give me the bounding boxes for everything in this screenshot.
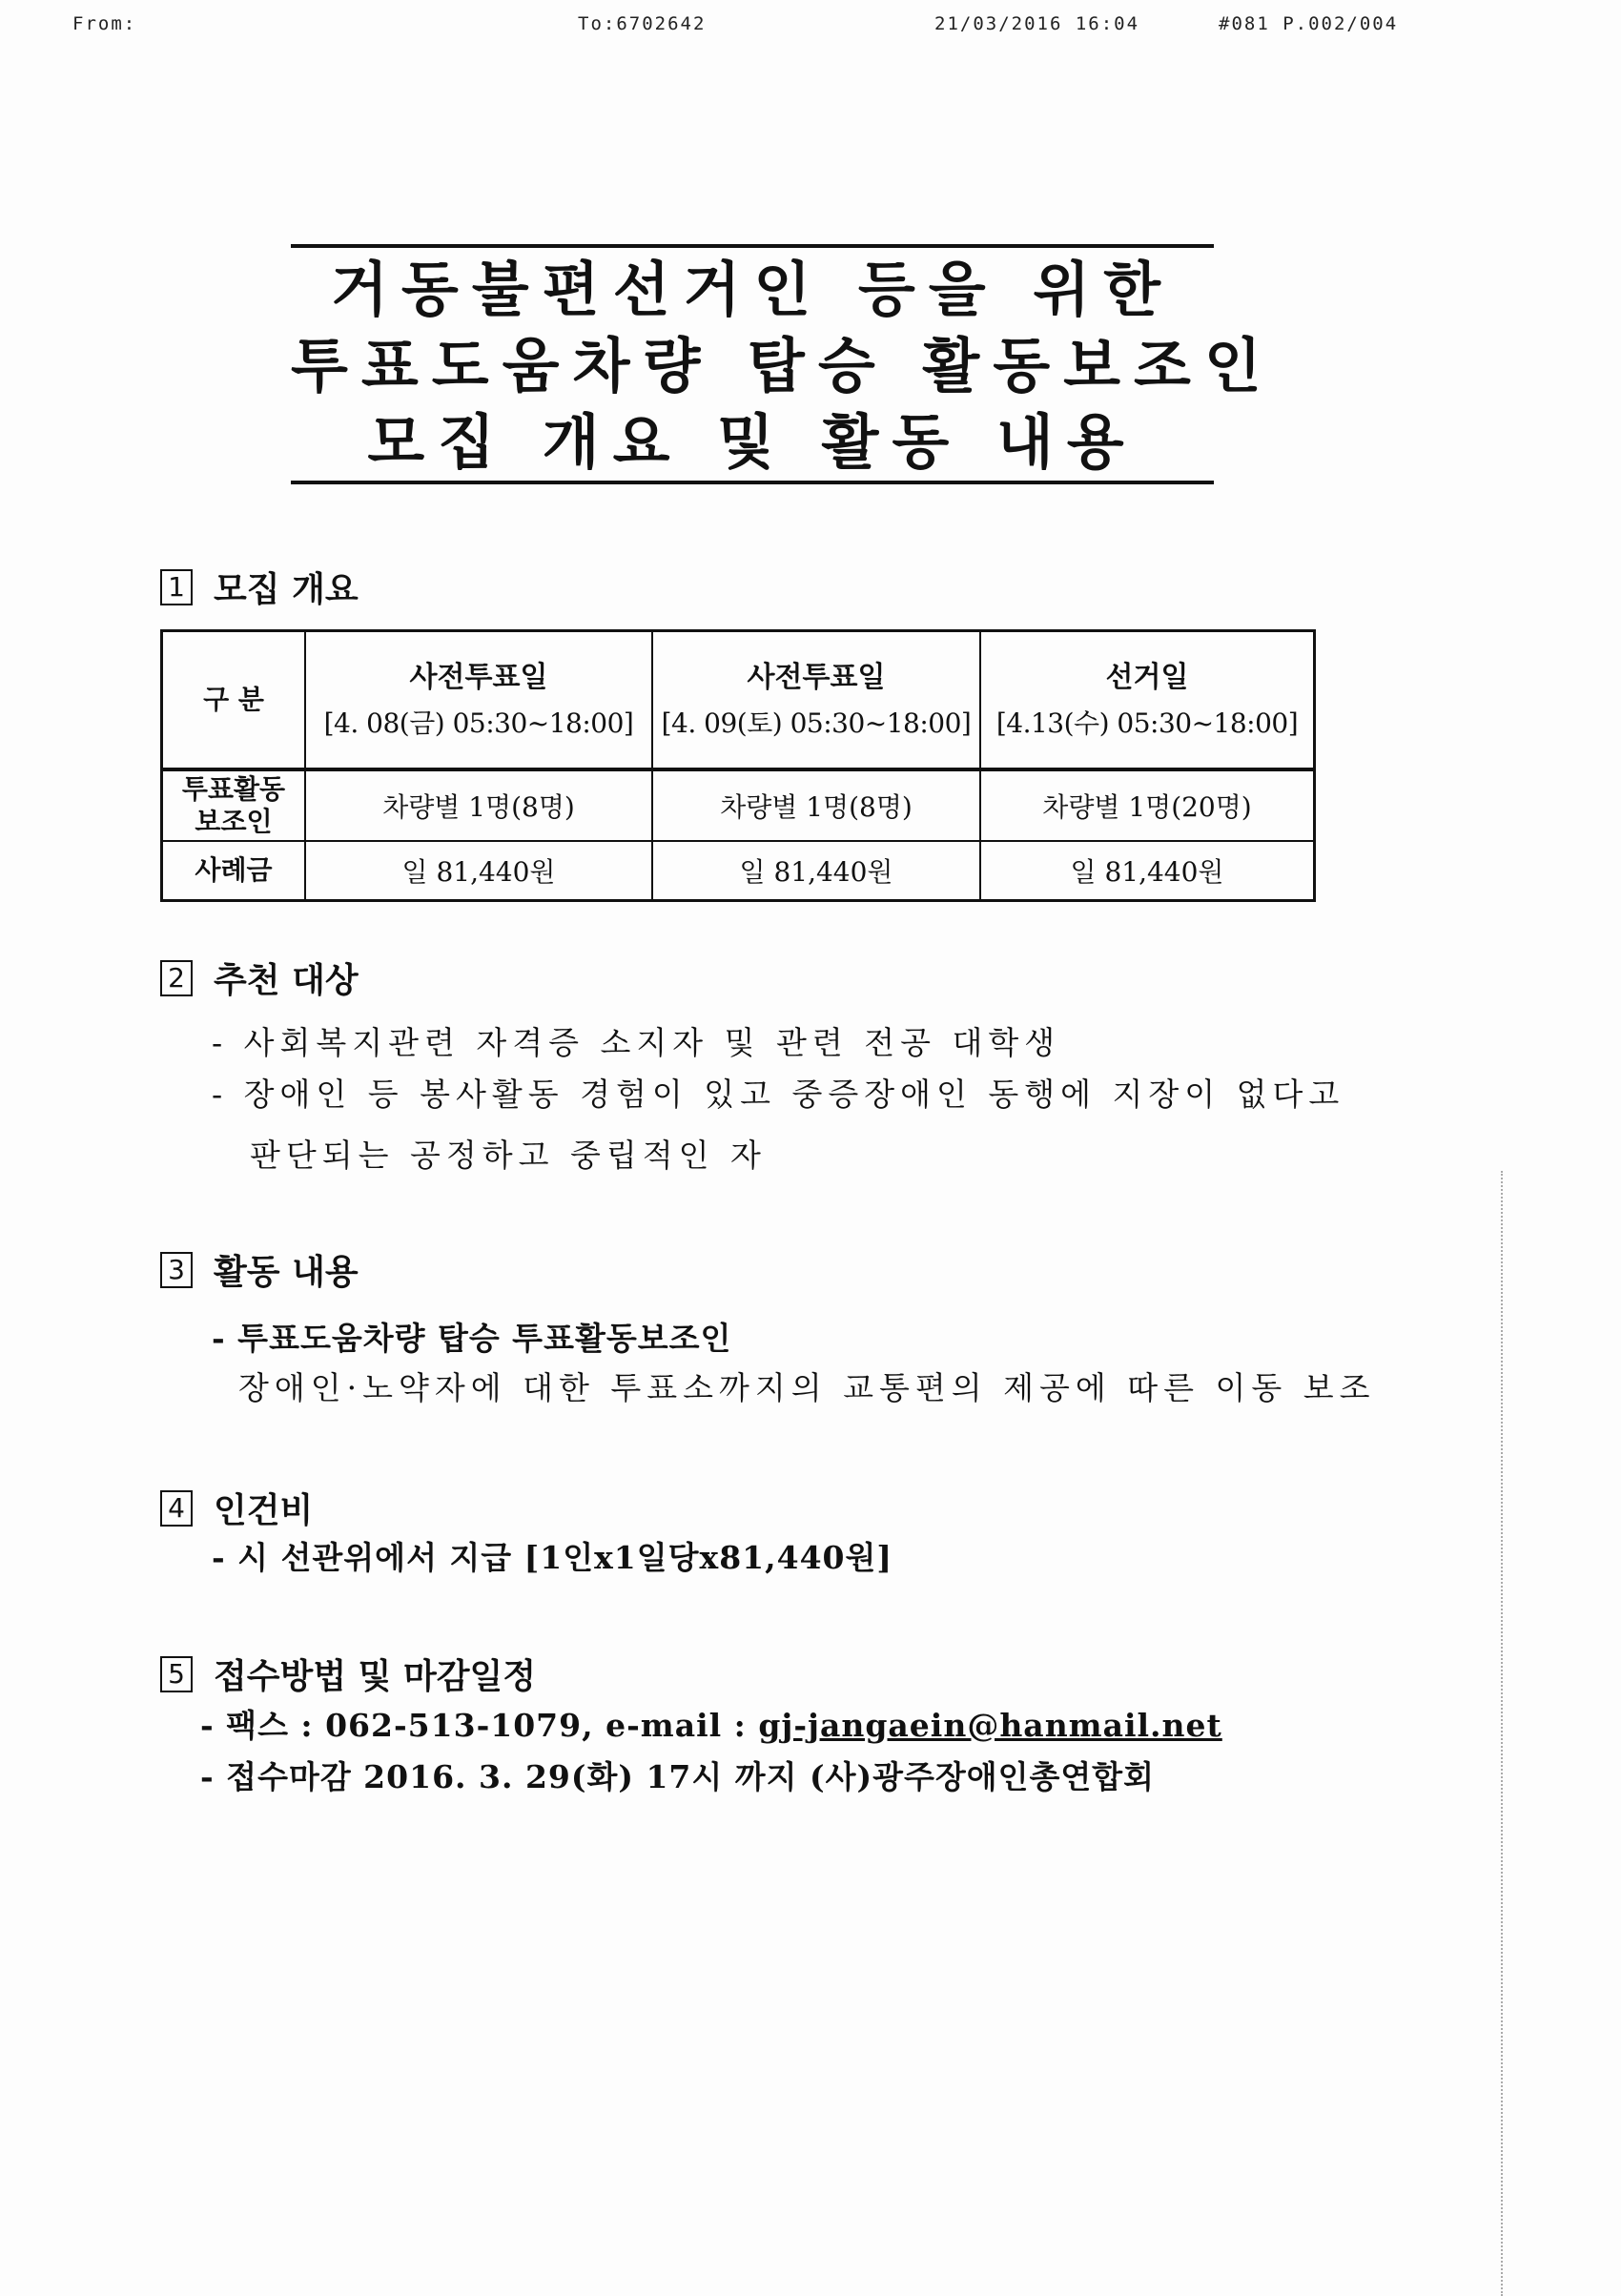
section-title: 인건비 [214, 1490, 314, 1530]
row-label [162, 769, 306, 841]
scan-edge-line [1501, 1171, 1503, 2296]
row-label: 사례금 [162, 841, 306, 901]
table-cell: 일 81,440원 [980, 841, 1315, 901]
table-cell: 차량별 1명(20명) [980, 769, 1315, 841]
list-item: - 시 선관위에서 지급 [1인x1일당x81,440원] [212, 1539, 893, 1576]
row-label-line-2: 보조인 [195, 806, 273, 837]
col-date: [4. 08(금) 05:30~18:00] [323, 707, 634, 739]
section-title: 활동 내용 [214, 1252, 359, 1292]
list-item: - 사회복지관련 자격증 소지자 및 관련 전공 대학생 [212, 1024, 1061, 1061]
section-number: 4 [160, 1490, 193, 1527]
email-link[interactable]: gj-jangaein@hanmail.net [758, 1707, 1222, 1744]
list-item: - 접수마감 2016. 3. 29(화) 17시 까지 (사)광주장애인총연합회 [200, 1758, 1156, 1795]
title-bottom-rule [291, 481, 1214, 484]
section-number: 2 [160, 960, 193, 996]
table-cell: 일 81,440원 [305, 841, 652, 901]
fax-contact: - 팩스 : 062-513-1079, e-mail : [200, 1707, 759, 1744]
list-item: - 투표도움차량 탑승 투표활동보조인 [212, 1320, 732, 1357]
row-label-line-1: 투표활동 [181, 773, 286, 805]
table-cell: 일 81,440원 [652, 841, 980, 901]
col-name: 사전투표일 [747, 661, 886, 694]
list-item [200, 1701, 1222, 1746]
section-4-heading [160, 1484, 313, 1532]
fax-page: #081 P.002/004 [1219, 13, 1399, 34]
fax-from: From: [72, 13, 137, 34]
list-item-continuation: 판단되는 공정하고 중립적인 자 [250, 1137, 767, 1174]
activity-description: 장애인·노약자에 대한 투표소까지의 교통편의 제공에 따른 이동 보조 [238, 1369, 1376, 1406]
table-row [162, 841, 1315, 901]
table-corner: 구 분 [162, 631, 306, 770]
table-header-row [162, 631, 1315, 770]
title-top-rule [291, 244, 1214, 248]
section-number: 3 [160, 1252, 193, 1288]
section-1-heading [160, 563, 359, 611]
section-number: 5 [160, 1656, 193, 1692]
section-number: 1 [160, 569, 193, 605]
fax-datetime: 21/03/2016 16:04 [934, 13, 1140, 34]
table-col-1 [305, 631, 652, 770]
col-date: [4. 09(토) 05:30~18:00] [661, 707, 972, 739]
table-cell: 차량별 1명(8명) [305, 769, 652, 841]
title-line-2: 투표도움차량 탑승 활동보조인 [291, 331, 1275, 400]
table-row [162, 769, 1315, 841]
col-date: [4.13(수) 05:30~18:00] [995, 707, 1299, 739]
fax-to: To:6702642 [578, 13, 707, 34]
list-item: - 장애인 등 봉사활동 경험이 있고 중증장애인 동행에 지장이 없다고 [212, 1076, 1345, 1113]
col-name: 선거일 [1105, 661, 1189, 694]
recruitment-table [160, 629, 1316, 902]
document-title [291, 244, 1275, 484]
title-line-1: 거동불편선거인 등을 위한 [331, 255, 1174, 324]
table-col-2 [652, 631, 980, 770]
section-3-heading [160, 1245, 359, 1294]
title-line-3: 모집 개요 및 활동 내용 [367, 407, 1138, 477]
section-title: 모집 개요 [214, 569, 359, 609]
section-5-heading [160, 1650, 536, 1698]
table-col-3 [980, 631, 1315, 770]
table-cell: 차량별 1명(8명) [652, 769, 980, 841]
section-title: 접수방법 및 마감일정 [214, 1656, 537, 1696]
section-2-heading [160, 953, 359, 1002]
section-title: 추천 대상 [214, 960, 359, 1000]
col-name: 사전투표일 [409, 661, 548, 694]
